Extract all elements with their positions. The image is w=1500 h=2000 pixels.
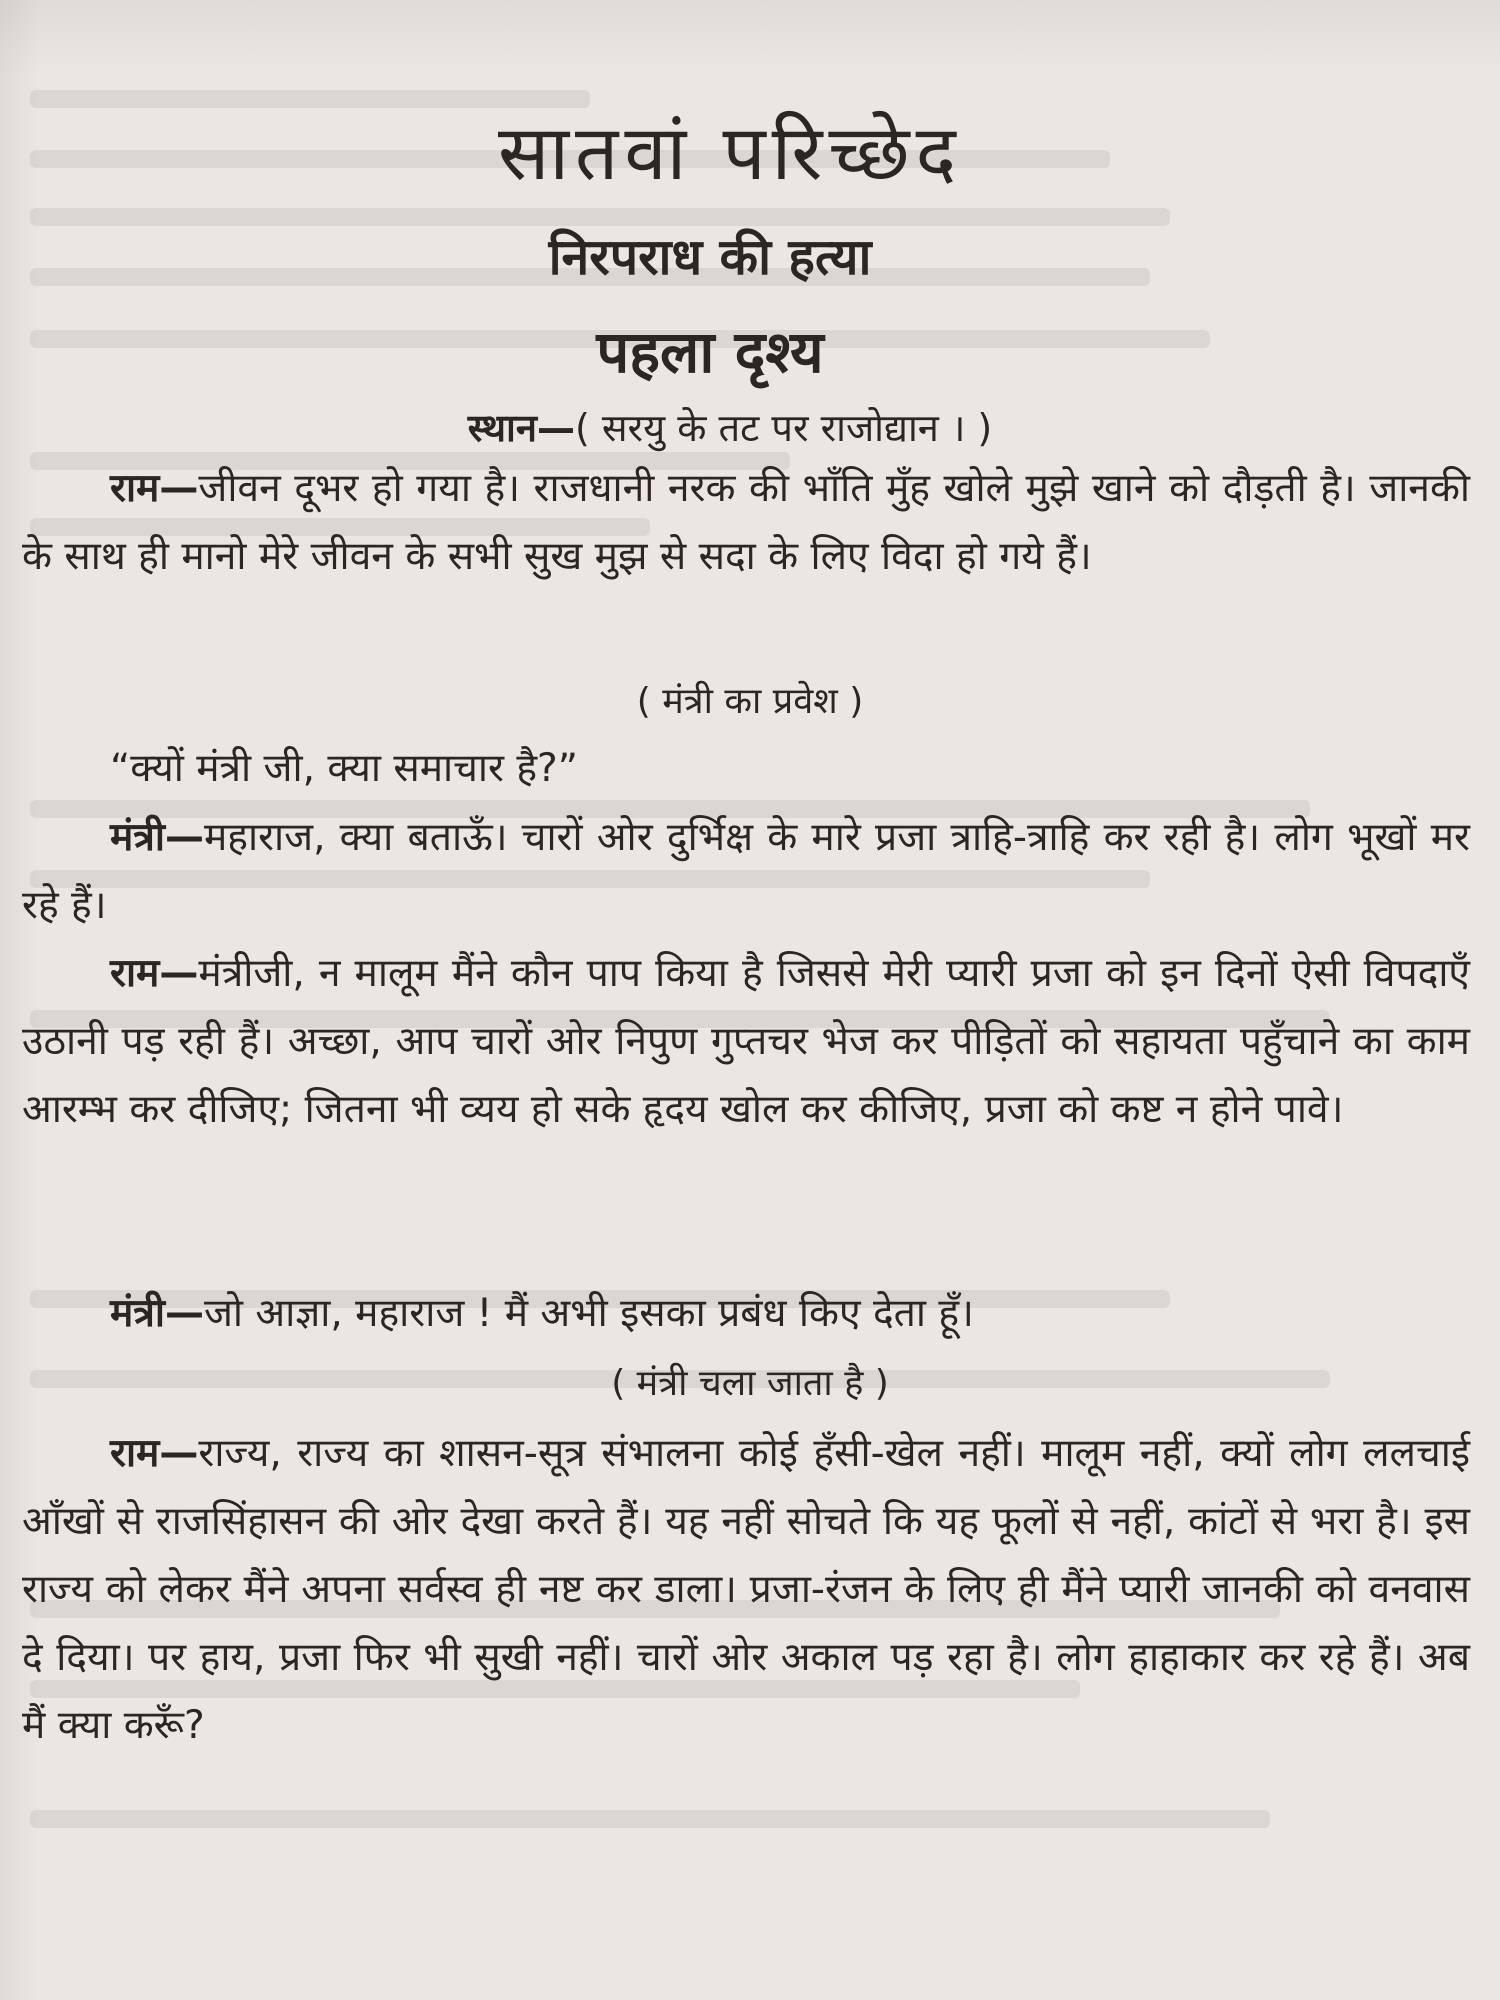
speaker-label: मंत्री— — [110, 1291, 204, 1336]
scene-location — [0, 398, 1480, 458]
location-text: ( सरयु के तट पर राजोद्यान । ) — [574, 406, 993, 450]
scene-title: पहला दृश्य — [596, 318, 824, 386]
speaker-label: राम— — [110, 1431, 199, 1476]
dialogue-text: महाराज, क्या बताऊँ। चारों ओर दुर्भिक्ष के मारे प्रजा त्राहि-त्राहि कर रही है। लोग भूखों मर रहे हैं। — [22, 815, 1470, 928]
speaker-label: मंत्री— — [110, 815, 204, 860]
chapter-title: सातवां परिच्छेद — [497, 108, 962, 197]
dialogue-text: जीवन दूभर हो गया है। राजधानी नरक की भाँति मुँह खोले मुझे खाने को दौड़ती है। जानकी के साथ ही मानो मेरे जीवन के सभी सुख मुझ से सदा के लिए विदा हो गये हैं। — [22, 466, 1470, 579]
dialogue-paragraph — [22, 940, 1470, 1144]
stage-direction: ( मंत्री चला जाता है ) — [611, 1363, 889, 1404]
dialogue-paragraph — [22, 1280, 1470, 1348]
dialogue-text: जो आज्ञा, महाराज ! मैं अभी इसका प्रबंध किए देता हूँ। — [203, 1291, 974, 1336]
dialogue-paragraph — [22, 1420, 1470, 1760]
speaker-label: राम— — [110, 951, 199, 996]
chapter-subtitle: निरपराध की हत्या — [548, 228, 872, 286]
dialogue-text: मंत्रीजी, न मालूम मैंने कौन पाप किया है जिससे मेरी प्यारी प्रजा को इन दिनों ऐसी विपदाएँ उठानी पड़ रही हैं। अच्छा, आप चारों ओर निपुण गुप्तचर भेज कर पीड़ितों को सहायता पहुँचाने का काम आरम्भ कर दीजिए; जितना भी व्यय हो सके हृदय खोल कर कीजिए, प्रजा को कष्ट न होने पावे। — [22, 951, 1470, 1132]
dialogue-text: राज्य, राज्य का शासन-सूत्र संभालना कोई हँसी-खेल नहीं। मालूम नहीं, क्यों लोग ललचाई आँखों से राजसिंहासन की ओर देखा करते हैं। यह नहीं सोचते कि यह फूलों से नहीं, कांटों से भरा है। इस राज्य को लेकर मैंने अपना सर्वस्व ही नष्ट कर डाला। प्रजा-रंजन के लिए ही मैंने प्यारी जानकी को वनवास दे दिया। पर हाय, प्रजा फिर भी सुखी नहीं। चारों ओर अकाल पड़ रहा है। लोग हाहाकार कर रहे हैं। अब मैं क्या करूँ? — [22, 1431, 1470, 1748]
location-label: स्थान— — [467, 406, 575, 450]
speaker-label: राम— — [110, 466, 199, 511]
dialogue-paragraph — [22, 455, 1470, 591]
dialogue-paragraph — [22, 804, 1470, 940]
dialogue-quote: “क्यों मंत्री जी, क्या समाचार है?” — [110, 746, 578, 791]
stage-direction: ( मंत्री का प्रवेश ) — [636, 681, 864, 722]
